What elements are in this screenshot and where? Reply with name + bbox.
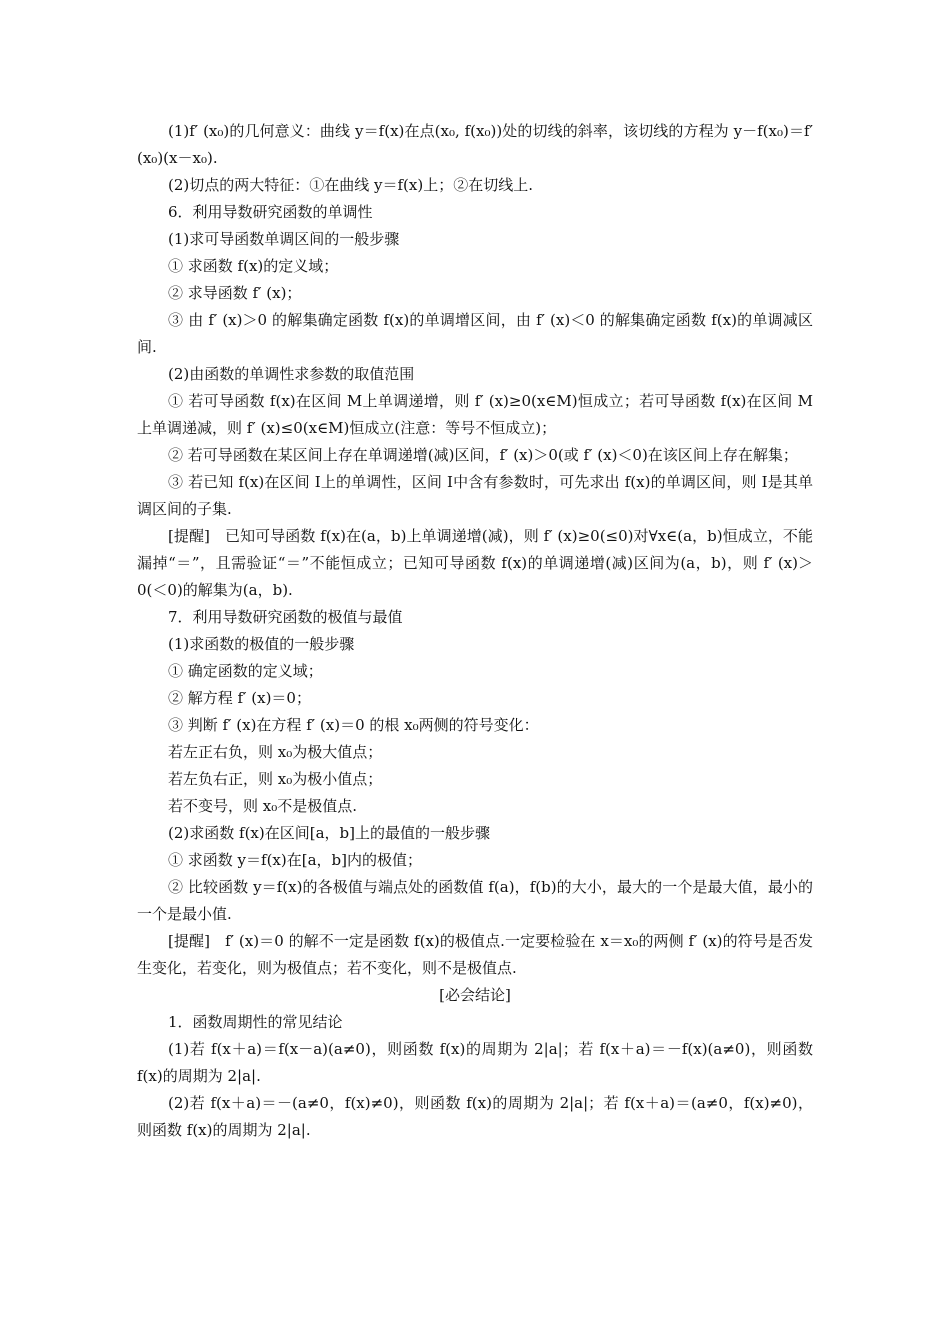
- paragraph: ② 比较函数 y＝f(x)的各极值与端点处的函数值 f(a)，f(b)的大小，最大的一个是最大值，最小的一个是最小值.: [137, 878, 813, 923]
- paragraph: ② 求导函数 f′ (x)；: [168, 284, 302, 302]
- paragraph: ① 求函数 f(x)的定义域；: [168, 257, 339, 275]
- paragraph: ② 若可导函数在某区间上存在单调递增(减)区间，f′ (x)＞0(或 f′ (x)＜0)在该区间上存在解集；: [168, 446, 798, 464]
- paragraph: 若左负右正，则 x₀为极小值点；: [168, 770, 383, 788]
- paragraph: (1)求可导函数单调区间的一般步骤: [168, 230, 400, 248]
- paragraph: ③ 由 f′ (x)＞0 的解集确定函数 f(x)的单调增区间，由 f′ (x)＜0 的解集确定函数 f(x)的单调减区间.: [137, 311, 813, 356]
- heading-1: 1．函数周期性的常见结论: [168, 1013, 343, 1031]
- heading-6: 6．利用导数研究函数的单调性: [168, 203, 373, 221]
- paragraph: (2)切点的两大特征：①在曲线 y＝f(x)上；②在切线上.: [168, 176, 533, 194]
- paragraph: 若不变号，则 x₀不是极值点.: [168, 797, 358, 815]
- paragraph: ③ 若已知 f(x)在区间 I上的单调性，区间 I中含有参数时，可先求出 f(x)的单调区间，则 I是其单调区间的子集.: [137, 473, 813, 518]
- section-title: [必会结论]: [439, 986, 511, 1004]
- paragraph: (1)若 f(x＋a)＝f(x－a)(a≠0)，则函数 f(x)的周期为 2|a|；若 f(x＋a)＝－f(x)(a≠0)，则函数 f(x)的周期为 2|a|.: [137, 1040, 813, 1085]
- paragraph: (1)f′ (x₀)的几何意义：曲线 y＝f(x)在点(x₀, f(x₀))处的切线的斜率，该切线的方程为 y－f(x₀)＝f′ (x₀)(x－x₀).: [137, 122, 813, 167]
- paragraph: ① 若可导函数 f(x)在区间 M上单调递增，则 f′ (x)≥0(x∈M)恒成立；若可导函数 f(x)在区间 M上单调递减，则 f′ (x)≤0(x∈M)恒成立(注意：等号不恒成立)；: [137, 392, 813, 437]
- paragraph: ① 确定函数的定义域；: [168, 662, 323, 680]
- paragraph: (1)求函数的极值的一般步骤: [168, 635, 355, 653]
- paragraph: (2)由函数的单调性求参数的取值范围: [168, 365, 415, 383]
- document-body: [137, 118, 813, 1144]
- heading-7: 7．利用导数研究函数的极值与最值: [168, 608, 403, 626]
- paragraph: 若左正右负，则 x₀为极大值点；: [168, 743, 383, 761]
- paragraph: (2)若 f(x＋a)＝－(a≠0，f(x)≠0)，则函数 f(x)的周期为 2|a|；若 f(x＋a)＝(a≠0，f(x)≠0)，则函数 f(x)的周期为 2|a|.: [137, 1094, 813, 1139]
- reminder-paragraph: [提醒] f′ (x)＝0 的解不一定是函数 f(x)的极值点.一定要检验在 x＝x₀的两侧 f′ (x)的符号是否发生变化，若变化，则为极值点；若不变化，则不是极值点.: [137, 932, 813, 977]
- paragraph: ② 解方程 f′ (x)＝0；: [168, 689, 311, 707]
- reminder-paragraph: [提醒] 已知可导函数 f(x)在(a，b)上单调递增(减)，则 f′ (x)≥0(≤0)对∀x∈(a，b)恒成立，不能漏掉“＝”，且需验证“＝”不能恒成立；已知可导函数 f(x)的单调递增(减)区间为(a，b)，则 f′ (x)＞0(＜0)的解集为(a，b).: [137, 527, 813, 599]
- paragraph: ① 求函数 y＝f(x)在[a，b]内的极值；: [168, 851, 422, 869]
- paragraph: ③ 判断 f′ (x)在方程 f′ (x)＝0 的根 x₀两侧的符号变化：: [168, 716, 539, 734]
- paragraph: (2)求函数 f(x)在区间[a，b]上的最值的一般步骤: [168, 824, 490, 842]
